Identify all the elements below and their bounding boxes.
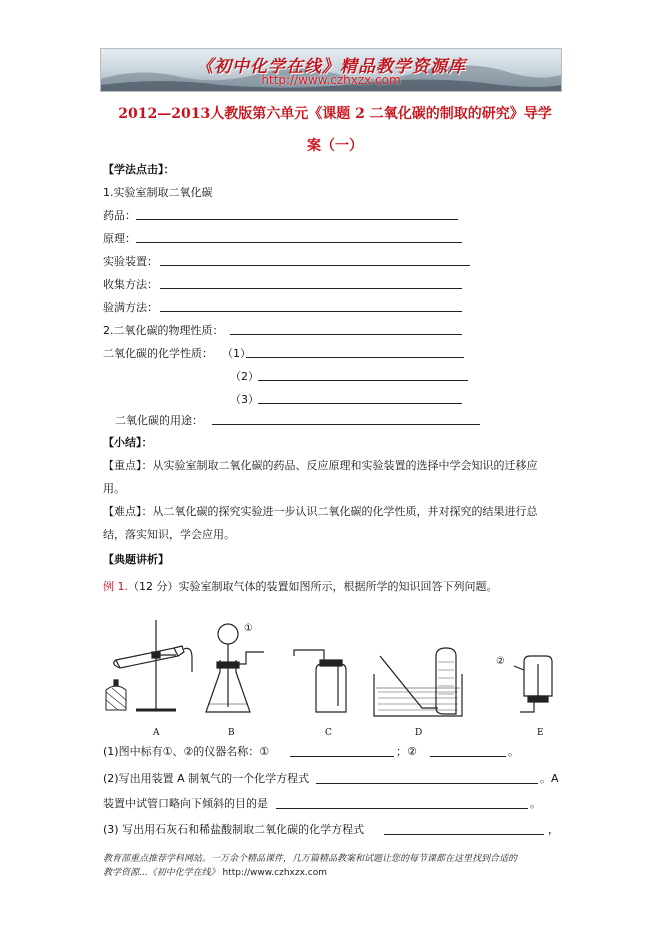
section-summary: 【小结】： — [103, 436, 153, 449]
answer-blank-1a[interactable] — [290, 756, 394, 757]
answer-blank-1b[interactable] — [430, 756, 506, 757]
chemical-label: 二氧化碳的化学性质： — [103, 347, 213, 360]
question-2b-text: 装置中试管口略向下倾斜的目的是 — [103, 797, 268, 810]
apparatus-label-d: D — [415, 728, 423, 738]
chemical-blank-1[interactable] — [246, 357, 464, 358]
question-3-end: ， — [548, 823, 559, 836]
marker-1: ① — [244, 623, 253, 634]
chemical-blank-2[interactable] — [258, 380, 468, 381]
apparatus-label-a: A — [153, 728, 160, 738]
uses-blank[interactable] — [212, 424, 480, 425]
collection-label: 收集方法： — [103, 278, 158, 291]
section-study-points: 【学法点击】： — [103, 163, 175, 176]
answer-blank-3[interactable] — [384, 834, 544, 835]
drugs-blank[interactable] — [136, 219, 458, 220]
apparatus-a-drawing — [106, 620, 192, 710]
chemical-blank-3[interactable] — [258, 403, 462, 404]
example-text: （12 分）实验室制取气体的装置如图所示，根据所学的知识回答下列问题。 — [128, 580, 498, 593]
collection-blank[interactable] — [160, 288, 462, 289]
example-1 — [103, 580, 498, 594]
answer-blank-2a[interactable] — [316, 783, 538, 784]
key-point-line1: 【重点】：从实验室制取二氧化碳的药品、反应原理和实验装置的选择中学会知识的迁移应 — [103, 459, 538, 472]
principle-blank[interactable] — [136, 242, 462, 243]
question-1-text: (1)图中标有①、②的仪器名称：① — [103, 745, 270, 758]
key-point-line2: 用。 — [103, 482, 125, 495]
answer-blank-2b[interactable] — [276, 808, 528, 809]
footer-url[interactable]: http://www.czhxzx.com — [222, 868, 327, 878]
question-2-end: 。A — [540, 772, 559, 785]
page-title-line1: 2012—2013人教版第六单元《课题 2 二氧化碳的制取的研究》导学 — [118, 106, 552, 122]
page-title-line2: 案（一） — [307, 138, 363, 154]
question-2-text: (2)写出用装置 A 制氧气的一个化学方程式 — [103, 772, 310, 785]
chemical-item-2: （2） — [230, 370, 259, 383]
uses-label: 二氧化碳的用途： — [115, 414, 203, 427]
apparatus-blank[interactable] — [160, 265, 470, 266]
verify-label: 验满方法： — [103, 301, 158, 314]
footer-line2-text: 教学资源...《初中化学在线》 — [103, 868, 220, 878]
question-3-text: (3) 写出用石灰石和稀盐酸制取二氧化碳的化学方程式 — [103, 823, 365, 836]
banner-title: 《初中化学在线》精品教学资源库 — [196, 57, 466, 77]
physical-label: 2.二氧化碳的物理性质： — [103, 324, 224, 337]
apparatus-label-c: C — [325, 728, 332, 738]
apparatus-label: 实验装置： — [103, 255, 158, 268]
footer-note — [103, 852, 573, 880]
verify-blank[interactable] — [160, 311, 462, 312]
apparatus-label-e: E — [537, 728, 544, 738]
physical-blank[interactable] — [230, 334, 462, 335]
banner-url[interactable]: http://www.czhxzx.com — [261, 73, 401, 87]
chemical-item-1: （1） — [222, 347, 251, 360]
question-1-end: 。 — [508, 745, 519, 758]
drugs-label: 药品： — [103, 209, 136, 222]
section-examples: 【典题讲析】 — [103, 553, 169, 566]
apparatus-c-drawing — [294, 650, 346, 712]
footer-line2 — [103, 866, 573, 880]
marker-2: ② — [496, 656, 505, 667]
chemical-item-3: （3） — [230, 393, 259, 406]
question-2b-end: 。 — [530, 797, 541, 810]
apparatus-e-drawing — [514, 656, 552, 712]
apparatus-diagram — [96, 612, 556, 728]
example-prefix: 例 1. — [103, 580, 128, 593]
difficulty-line2: 结，落实知识，学会应用。 — [103, 528, 235, 541]
apparatus-label-b: B — [228, 728, 235, 738]
lab-prep-heading: 1.实验室制取二氧化碳 — [103, 186, 213, 199]
header-banner — [100, 48, 562, 92]
principle-label: 原理： — [103, 232, 136, 245]
footer-line1: 教育部重点推荐学科网站。一万余个精品课件，几万篇精品教案和试题让您的每节课都在这里找到合适的 — [103, 854, 518, 864]
question-1-separator: ；② — [396, 745, 417, 758]
apparatus-d-drawing — [374, 648, 462, 716]
difficulty-line1: 【难点】：从二氧化碳的探究实验进一步认识二氧化碳的化学性质，并对探究的结果进行总 — [103, 505, 538, 518]
apparatus-b-drawing — [206, 624, 264, 712]
